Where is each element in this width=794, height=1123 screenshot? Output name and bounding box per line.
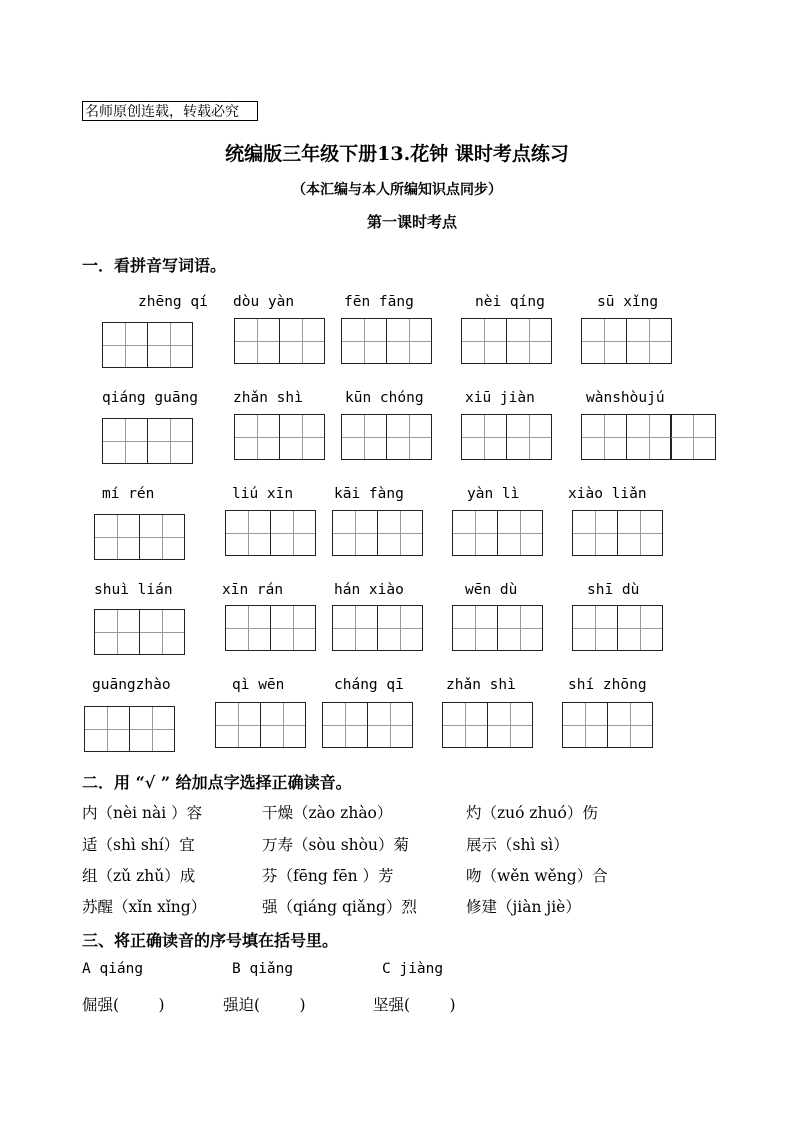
pinyin-label: wànshòujú [586, 390, 665, 406]
character-grid [332, 605, 421, 651]
tian-zi-ge-cell[interactable] [139, 514, 185, 560]
pinyin-label: nèi qíng [475, 294, 545, 310]
tian-zi-ge-cell[interactable] [506, 318, 552, 364]
pinyin-label: liú xīn [232, 486, 294, 502]
pronunciation-item[interactable]: 芬（fēng fēn ）芳 [262, 867, 394, 885]
character-grid [225, 605, 314, 651]
tian-zi-ge-cell[interactable] [225, 605, 271, 651]
pinyin-label: mí rén [102, 486, 155, 502]
pinyin-label: wēn dù [465, 582, 518, 598]
pinyin-label: kūn chóng [345, 390, 424, 406]
pinyin-label: zhēng qí [138, 294, 208, 310]
tian-zi-ge-cell[interactable] [386, 318, 432, 364]
pinyin-label: qiáng guāng [102, 390, 199, 406]
reading-option: A qiáng [82, 961, 144, 977]
pronunciation-item[interactable]: 内（nèi nài ）容 [82, 804, 203, 822]
reading-option: C jiàng [382, 961, 444, 977]
page-subtitle: （本汇编与本人所编知识点同步） [292, 182, 502, 198]
character-grid [572, 605, 661, 651]
tian-zi-ge-cell[interactable] [461, 414, 507, 460]
pinyin-label: shí zhōng [568, 677, 647, 693]
tian-zi-ge-cell[interactable] [377, 605, 423, 651]
fill-bracket-item[interactable]: 倔强( ) [82, 996, 165, 1014]
pronunciation-item[interactable]: 适（shì shí）宜 [82, 836, 195, 854]
tian-zi-ge-cell[interactable] [279, 318, 325, 364]
character-grid [94, 514, 183, 560]
pinyin-label: xiū jiàn [465, 390, 535, 406]
pinyin-label: cháng qī [334, 677, 404, 693]
tian-zi-ge-cell[interactable] [386, 414, 432, 460]
character-grid [452, 510, 541, 556]
tian-zi-ge-cell[interactable] [102, 322, 148, 368]
pinyin-label: fēn fāng [344, 294, 414, 310]
tian-zi-ge-cell[interactable] [626, 318, 672, 364]
pinyin-label: hán xiào [334, 582, 404, 598]
tian-zi-ge-cell[interactable] [562, 702, 608, 748]
tian-zi-ge-cell[interactable] [452, 605, 498, 651]
tian-zi-ge-cell[interactable] [102, 418, 148, 464]
character-grid [225, 510, 314, 556]
tian-zi-ge-cell[interactable] [215, 702, 261, 748]
character-grid [581, 318, 670, 364]
character-grid [581, 414, 715, 460]
tian-zi-ge-cell[interactable] [129, 706, 175, 752]
pinyin-label: xīn rán [222, 582, 284, 598]
tian-zi-ge-cell[interactable] [497, 605, 543, 651]
tian-zi-ge-cell[interactable] [260, 702, 306, 748]
tian-zi-ge-cell[interactable] [147, 418, 193, 464]
tian-zi-ge-cell[interactable] [332, 510, 378, 556]
pinyin-label: zhǎn shì [446, 677, 516, 693]
tian-zi-ge-cell[interactable] [270, 605, 316, 651]
section2-heading: 二．用 “√ ” 给加点字选择正确读音。 [82, 773, 352, 792]
tian-zi-ge-cell[interactable] [270, 510, 316, 556]
character-grid [215, 702, 304, 748]
tian-zi-ge-cell[interactable] [626, 414, 672, 460]
tian-zi-ge-cell[interactable] [322, 702, 368, 748]
pinyin-label: xiào liǎn [568, 486, 647, 502]
pronunciation-item[interactable]: 强（qiáng qiǎng）烈 [262, 898, 417, 916]
tian-zi-ge-cell[interactable] [234, 318, 280, 364]
pronunciation-item[interactable]: 展示（shì sì） [466, 836, 569, 854]
character-grid [234, 414, 323, 460]
section3-heading: 三、将正确读音的序号填在括号里。 [82, 931, 339, 950]
character-grid [84, 706, 173, 752]
pinyin-label: shī dù [587, 582, 640, 598]
pinyin-label: dòu yàn [233, 294, 295, 310]
pronunciation-item[interactable]: 吻（wěn wěng）合 [466, 867, 608, 885]
pinyin-label: qì wēn [232, 677, 285, 693]
tian-zi-ge-cell[interactable] [139, 609, 185, 655]
pinyin-label: guāngzhào [92, 677, 171, 693]
pinyin-label: shuì lián [94, 582, 173, 598]
page-title: 统编版三年级下册13.花钟 课时考点练习 [225, 143, 569, 165]
character-grid [341, 318, 430, 364]
tian-zi-ge-cell[interactable] [572, 510, 618, 556]
character-grid [562, 702, 651, 748]
tian-zi-ge-cell[interactable] [506, 414, 552, 460]
character-grid [94, 609, 183, 655]
tian-zi-ge-cell[interactable] [442, 702, 488, 748]
tian-zi-ge-cell[interactable] [279, 414, 325, 460]
pinyin-label: yàn lì [467, 486, 520, 502]
tian-zi-ge-cell[interactable] [461, 318, 507, 364]
tian-zi-ge-cell[interactable] [617, 510, 663, 556]
tian-zi-ge-cell[interactable] [497, 510, 543, 556]
tian-zi-ge-cell[interactable] [377, 510, 423, 556]
character-grid [341, 414, 430, 460]
tian-zi-ge-cell[interactable] [332, 605, 378, 651]
copyright-stamp: 名师原创连载，转载必究 [82, 101, 258, 121]
pronunciation-item[interactable]: 组（zǔ zhǔ）成 [82, 867, 196, 885]
character-grid [442, 702, 531, 748]
tian-zi-ge-cell[interactable] [225, 510, 271, 556]
tian-zi-ge-cell[interactable] [670, 414, 716, 460]
tian-zi-ge-cell[interactable] [94, 609, 140, 655]
tian-zi-ge-cell[interactable] [581, 318, 627, 364]
pronunciation-item[interactable]: 修建（jiàn jiè） [466, 898, 581, 916]
tian-zi-ge-cell[interactable] [607, 702, 653, 748]
character-grid [461, 318, 550, 364]
tian-zi-ge-cell[interactable] [147, 322, 193, 368]
character-grid [572, 510, 661, 556]
pinyin-label: sū xǐng [597, 294, 659, 310]
tian-zi-ge-cell[interactable] [572, 605, 618, 651]
tian-zi-ge-cell[interactable] [487, 702, 533, 748]
pronunciation-item[interactable]: 苏醒（xǐn xǐng） [82, 898, 207, 916]
tian-zi-ge-cell[interactable] [94, 514, 140, 560]
pronunciation-item[interactable]: 干燥（zào zhào） [262, 804, 393, 822]
lesson-heading: 第一课时考点 [366, 213, 457, 231]
reading-option: B qiǎng [232, 961, 294, 977]
character-grid [102, 418, 191, 464]
tian-zi-ge-cell[interactable] [234, 414, 280, 460]
tian-zi-ge-cell[interactable] [617, 605, 663, 651]
pinyin-label: zhǎn shì [233, 390, 303, 406]
pronunciation-item[interactable]: 万寿（sòu shòu）菊 [262, 836, 409, 854]
pinyin-label: kāi fàng [334, 486, 404, 502]
tian-zi-ge-cell[interactable] [367, 702, 413, 748]
pronunciation-item[interactable]: 灼（zuó zhuó）伤 [466, 804, 598, 822]
character-grid [332, 510, 421, 556]
tian-zi-ge-cell[interactable] [341, 414, 387, 460]
tian-zi-ge-cell[interactable] [581, 414, 627, 460]
character-grid [102, 322, 191, 368]
character-grid [452, 605, 541, 651]
character-grid [234, 318, 323, 364]
character-grid [461, 414, 550, 460]
fill-bracket-item[interactable]: 强迫( ) [223, 996, 306, 1014]
tian-zi-ge-cell[interactable] [341, 318, 387, 364]
fill-bracket-item[interactable]: 坚强( ) [373, 996, 456, 1014]
tian-zi-ge-cell[interactable] [452, 510, 498, 556]
tian-zi-ge-cell[interactable] [84, 706, 130, 752]
section1-heading: 一．看拼音写词语。 [82, 256, 227, 275]
character-grid [322, 702, 411, 748]
